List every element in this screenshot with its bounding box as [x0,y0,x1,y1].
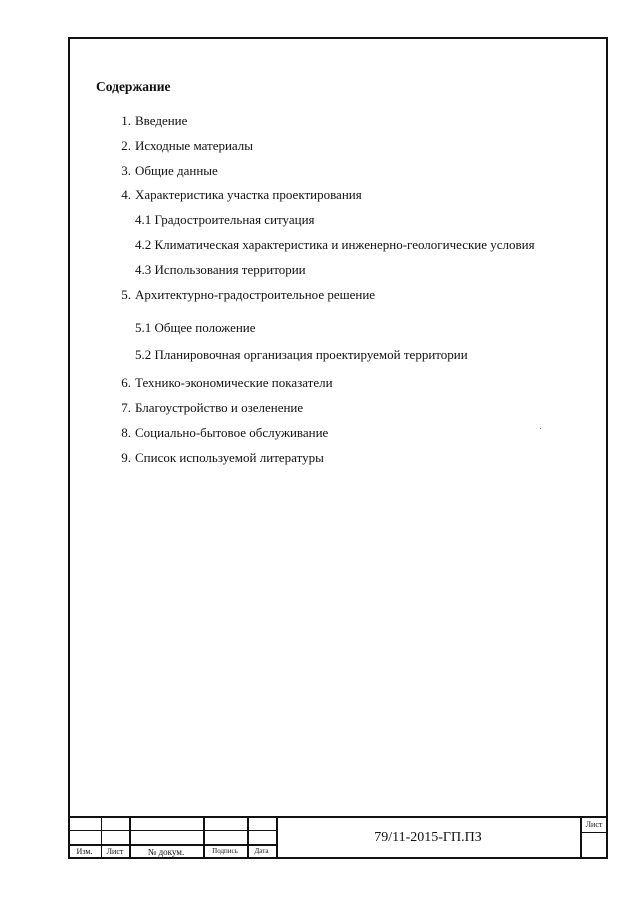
toc-item-number: 5. [121,287,131,302]
toc-subitem-4-3: 4.3 Использования территории [135,262,306,277]
toc-item-number: 7. [121,400,131,415]
toc-item-label: Архитектурно-градостроительное решение [135,287,376,302]
toc-item-references [113,450,324,466]
toc-item-introduction [113,113,187,129]
stamp-border-top [68,816,608,818]
toc-subitem-5-1: 5.1 Общее положение [135,320,256,335]
toc-item-label: Социально-бытовое обслуживание [135,425,329,440]
page-frame [68,37,608,859]
document-code: 79/11-2015-ГП.ПЗ [374,830,482,845]
toc-item-label: Исходные материалы [135,138,254,153]
toc-item-source-materials [113,138,253,154]
title-block [68,816,608,859]
toc-item-landscaping [113,400,303,416]
toc-item-label: Технико-экономические показатели [135,375,333,390]
toc-item-technical-indicators [113,375,333,391]
stamp-label-sign: Подпись [212,847,238,855]
toc-subitem-4-2: 4.2 Климатическая характеристика и инженерно-геологические условия [135,237,535,252]
stamp-label-izm: Изм. [76,847,93,856]
stamp-label-sheet: Лист [585,820,603,829]
toc-item-number: 2. [121,138,131,153]
toc-item-number: 9. [121,450,131,465]
toc-item-number: 1. [121,113,131,128]
toc-item-social-services [113,425,328,441]
toc-item-label: Характеристика участка проектирования [135,187,362,202]
toc-item-label: Благоустройство и озеленение [135,400,304,415]
toc-title: Содержание [96,79,171,94]
toc-item-number: 3. [121,163,131,178]
stamp-label-list: Лист [106,847,124,856]
stamp-label-doc: № докум. [147,847,185,857]
stamp-label-date: Дата [254,847,269,855]
toc-item-label: Список используемой литературы [135,450,324,465]
toc-item-number: 4. [121,187,131,202]
toc-item-number: 6. [121,375,131,390]
toc-item-site-characteristics [113,187,362,203]
toc-item-general-data [113,163,218,179]
toc-subitem-4-1: 4.1 Градостроительная ситуация [135,212,315,227]
toc-item-label: Общие данные [135,163,218,178]
stamp-sheet-line [580,832,608,833]
toc-item-label: Введение [135,113,188,128]
toc-item-number: 8. [121,425,131,440]
scan-speck [540,428,541,429]
toc-item-architecture-solution [113,287,375,303]
toc-subitem-5-2: 5.2 Планировочная организация проектируемой территории [135,347,468,362]
